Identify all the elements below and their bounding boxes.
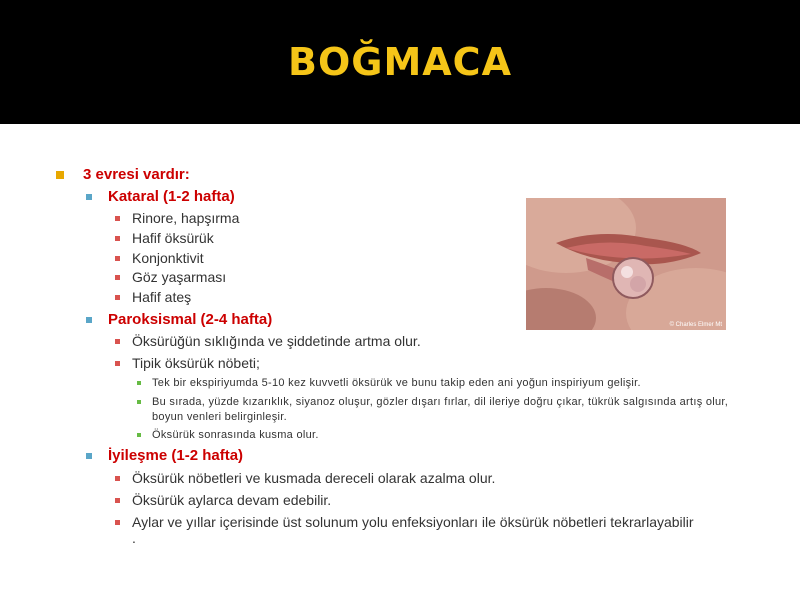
square-bullet-icon [115,361,120,366]
list-item [115,514,695,546]
list-item-text: Göz yaşarması [132,269,227,285]
list-item-text: Öksürük sonrasında kusma olur. [152,429,319,441]
list-item [115,355,260,371]
square-bullet-icon [115,236,120,241]
list-item [115,333,421,349]
list-item [137,395,757,425]
list-item-text: Öksürük aylarca devam edebilir. [132,492,332,508]
list-item [115,269,226,285]
square-bullet-icon [86,453,92,459]
list-item-text: Aylar ve yıllar içerisinde üst solunum yolu enfeksiyonları ile öksürük nöbetleri tekrarlayabilir . [132,514,694,546]
square-bullet-icon [115,476,120,481]
list-item [115,210,239,226]
list-item-text: Konjonktivit [132,250,204,266]
list-item [86,188,235,205]
list-item [56,166,190,183]
list-item [115,250,204,266]
square-bullet-icon [56,171,64,179]
list-item [115,492,331,508]
list-item-text: Hafif öksürük [132,230,214,246]
list-item-text: Bu sırada, yüzde kızarıklık, siyanoz oluşur, gözler dışarı fırlar, dil ileriye doğru çıkar, tükrük salgısında artış olur, boyun venleri belirginleşir. [152,396,729,423]
square-bullet-icon [115,216,120,221]
catarrhal-phase-heading: Kataral (1-2 hafta) [108,188,235,205]
list-item-text: Öksürük nöbetleri ve kusmada dereceli olarak azalma olur. [132,470,496,486]
square-bullet-icon [86,317,92,323]
square-bullet-icon [137,433,141,437]
photo-copyright: © Charles Elmer Mt [669,322,722,328]
square-bullet-icon [137,381,141,385]
list-item [115,230,214,246]
list-item-text: Tek bir ekspiriyumda 5-10 kez kuvvetli öksürük ve bunu takip eden ani yoğun inspiriyum gelişir. [152,377,641,389]
square-bullet-icon [115,295,120,300]
list-item-text: Tipik öksürük nöbeti; [132,355,260,371]
paroxysmal-phase-heading: Paroksismal (2-4 hafta) [108,311,273,328]
list-item-text: Rinore, hapşırma [132,210,240,226]
square-bullet-icon [115,256,120,261]
square-bullet-icon [115,520,120,525]
title-bar [0,0,800,124]
slide-title: BOĞMACA [288,40,512,84]
recovery-phase-heading: İyileşme (1-2 hafta) [108,447,244,464]
list-item [115,289,191,305]
square-bullet-icon [115,275,120,280]
phase-count-heading: 3 evresi vardır: [83,166,190,183]
list-item [86,447,243,464]
square-bullet-icon [137,400,141,404]
square-bullet-icon [86,194,92,200]
list-item [115,470,495,486]
patient-photo-illustration [526,198,726,330]
list-item-text: Öksürüğün sıklığında ve şiddetinde artma olur. [132,333,421,349]
square-bullet-icon [115,498,120,503]
list-item [137,376,757,391]
list-item [137,428,757,443]
list-item [86,311,272,328]
patient-photo [526,198,726,330]
list-item-text: Hafif ateş [132,289,192,305]
square-bullet-icon [115,339,120,344]
